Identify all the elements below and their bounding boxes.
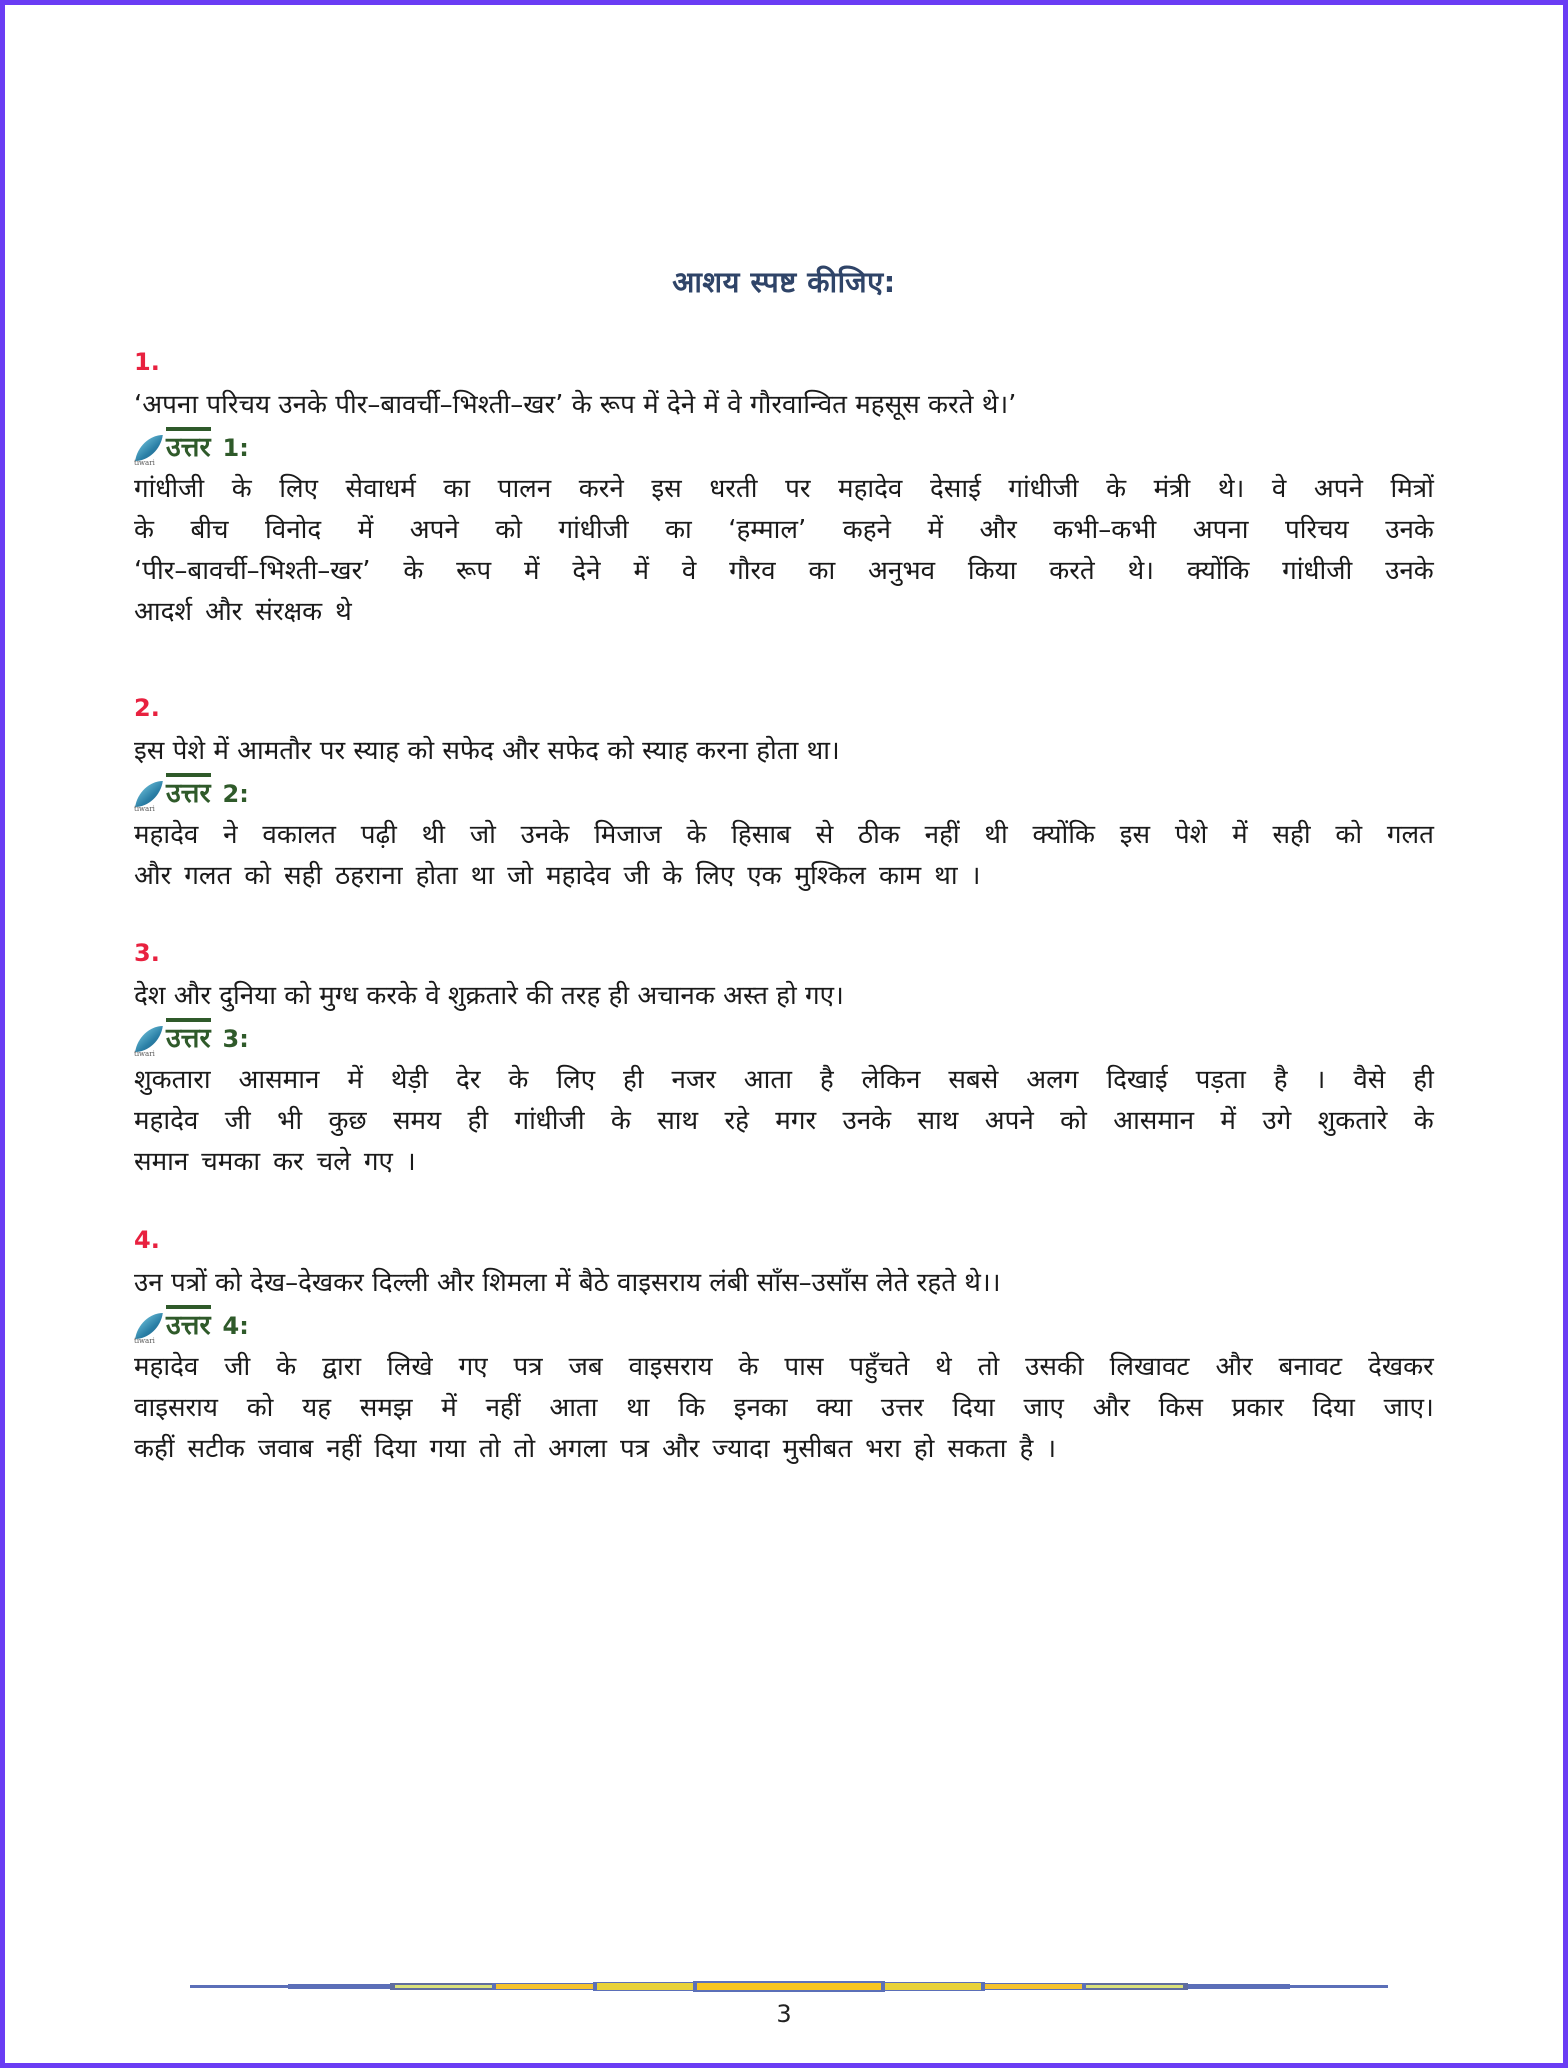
answer-number: 4:	[222, 1312, 249, 1340]
question-number: 2.	[134, 694, 160, 722]
answer-number: 3:	[222, 1025, 249, 1053]
question-block-4	[134, 1225, 1434, 1470]
page-title: आशय स्पष्ट कीजिए:	[672, 265, 896, 299]
answer-line: और गलत को सही ठहराना होता था जो महादेव जी के लिए एक मुश्किल काम था ।	[134, 861, 981, 891]
answer-line: महादेव ने वकालत पढ़ी थी जो उनके मिजाज के हिसाब से ठीक नहीं थी क्योंकि इस पेशे में सही को गलत	[134, 820, 1434, 850]
answer-text	[134, 1060, 1434, 1183]
footer-divider	[190, 1982, 1388, 1992]
tiwari-leaf-logo-icon: tiwari	[134, 781, 164, 813]
answer-line: गांधीजी के लिए सेवाधर्म का पालन करने इस धरती पर महादेव देसाई गांधीजी के मंत्री थे। वे अपने मित्रों	[134, 474, 1434, 504]
answer-line: कहीं सटीक जवाब नहीं दिया गया तो तो अगला पत्र और ज्यादा मुसीबत भरा हो सकता है ।	[134, 1434, 1057, 1464]
answer-line: समान चमका कर चले गए ।	[134, 1147, 416, 1177]
answer-label	[134, 1018, 1434, 1058]
tiwari-leaf-logo-icon: tiwari	[134, 1026, 164, 1058]
answer-label	[134, 1305, 1434, 1345]
question-number: 1.	[134, 348, 160, 376]
answer-text	[134, 1347, 1434, 1470]
answer-number: 2:	[222, 780, 249, 808]
answer-line: आदर्श और संरक्षक थे	[134, 597, 352, 627]
answer-line: महादेव जी के द्वारा लिखे गए पत्र जब वाइसराय के पास पहुँचते थे तो उसकी लिखावट और बनावट देखकर	[134, 1352, 1434, 1382]
question-text: ‘अपना परिचय उनके पीर–बावर्ची–भिश्ती–खर’ के रूप में देने में वे गौरवान्वित महसूस करते थे।’	[134, 390, 1017, 420]
question-block-3	[134, 938, 1434, 1183]
question-text: उन पत्रों को देख–देखकर दिल्ली और शिमला में बैठे वाइसराय लंबी साँस–उसाँस लेते रहते थे।।	[134, 1268, 1001, 1298]
answer-label	[134, 773, 1434, 813]
tiwari-leaf-logo-icon: tiwari	[134, 1313, 164, 1345]
question-number: 4.	[134, 1226, 160, 1254]
question-text: इस पेशे में आमतौर पर स्याह को सफेद और सफेद को स्याह करना होता था।	[134, 736, 840, 766]
tiwari-leaf-logo-icon: tiwari	[134, 435, 164, 467]
answer-label-word: उत्तर	[166, 427, 211, 465]
answer-label-word: उत्तर	[166, 773, 211, 811]
question-block-1	[134, 347, 1434, 633]
answer-text	[134, 815, 1434, 897]
page-number: 3	[776, 2000, 792, 2028]
answer-line: वाइसराय को यह समझ में नहीं आता था कि इनका क्या उत्तर दिया जाए और किस प्रकार दिया जाए।	[134, 1393, 1434, 1423]
answer-label	[134, 427, 1434, 467]
question-text: देश और दुनिया को मुग्ध करके वे शुक्रतारे की तरह ही अचानक अस्त हो गए।	[134, 981, 844, 1011]
answer-label-word: उत्तर	[166, 1018, 211, 1056]
answer-line: ‘पीर–बावर्ची–भिश्ती–खर’ के रूप में देने में वे गौरव का अनुभव किया करते थे। क्योंकि गांधीजी उनके	[134, 556, 1434, 586]
answer-line: महादेव जी भी कुछ समय ही गांधीजी के साथ रहे मगर उनके साथ अपने को आसमान में उगे शुकतारे के	[134, 1106, 1434, 1136]
answer-number: 1:	[222, 434, 249, 462]
question-block-2	[134, 693, 1434, 897]
answer-label-word: उत्तर	[166, 1305, 211, 1343]
question-number: 3.	[134, 939, 160, 967]
answer-line: के बीच विनोद में अपने को गांधीजी का ‘हम्माल’ कहने में और कभी–कभी अपना परिचय उनके	[134, 515, 1434, 545]
answer-text	[134, 469, 1434, 633]
answer-line: शुकतारा आसमान में थेड़ी देर के लिए ही नजर आता है लेकिन सबसे अलग दिखाई पड़ता है । वैसे ही	[134, 1065, 1434, 1095]
